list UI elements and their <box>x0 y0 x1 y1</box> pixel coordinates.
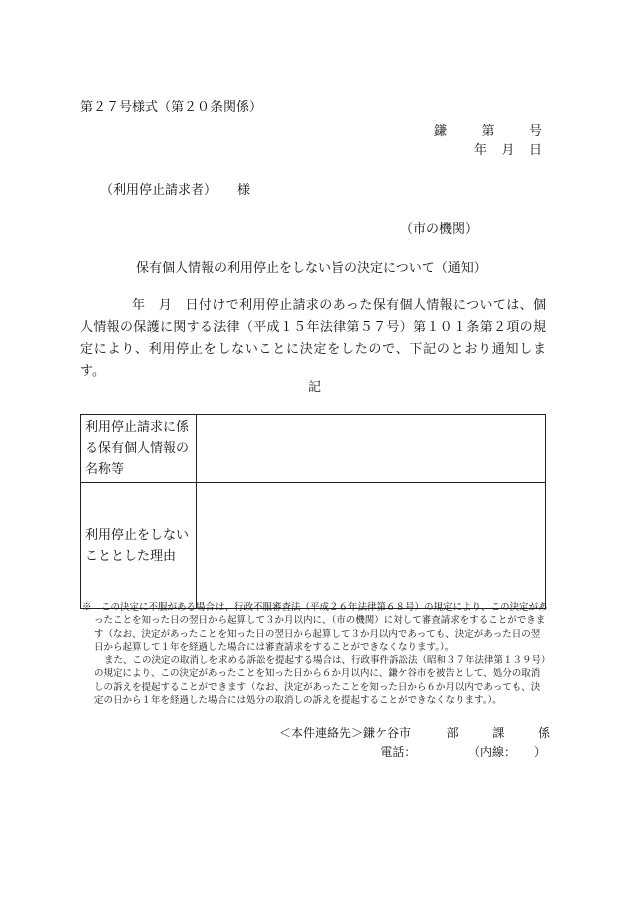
document-title: 保有個人情報の利用停止をしない旨の決定について（通知） <box>136 261 487 276</box>
sender: （市の機関） <box>400 222 479 237</box>
ref-prefix: 鎌 <box>434 124 448 139</box>
contact-label: ＜本件連絡先＞鎌ケ谷市 <box>278 726 411 740</box>
row1-label: 利用停止請求に係る保有個人情報の名称等 <box>81 415 197 483</box>
phone-label: 電話： <box>380 745 417 759</box>
note-appeal: ※ この決定に不服がある場合は、行政不服審査法（平成２６年法律第６８号）の規定により、この決定があったことを知った日の翌日から起算して３か月以内に、（市の機関）に対して審査請求をすることができます（なお、決定があったことを知った日の翌日から起算して３か月以内であっても、決定があった日の翌日から起算して１年を経過した場合には審査請求をすることができなくなります。）。 <box>82 602 548 653</box>
date-day: 日 <box>528 143 542 158</box>
notes <box>82 601 548 707</box>
ref-go: 号 <box>528 124 542 139</box>
form-number: 第２７号様式（第２０条関係） <box>80 100 263 115</box>
extension-label: （内線： ） <box>467 745 546 759</box>
table-row <box>81 415 546 483</box>
phone-line <box>380 743 546 760</box>
row1-value <box>197 415 546 483</box>
ki-heading: 記 <box>308 380 322 395</box>
contact-section: 課 <box>492 726 505 740</box>
issue-date <box>474 139 542 158</box>
table-row <box>81 483 546 609</box>
ref-dai: 第 <box>481 124 495 139</box>
reference-number <box>434 120 542 139</box>
addressee-name: （利用停止請求者） <box>100 183 218 198</box>
contact-dept: 部 <box>446 726 459 740</box>
addressee-suffix: 様 <box>237 183 251 198</box>
contact-unit: 係 <box>537 726 550 740</box>
body-text: 年 月 日付けで利用停止請求のあった保有個人情報については、個人情報の保護に関する法律（平成１５年法律第５７号）第１０１条第２項の規定により、利用停止をしないことに決定をしたので、下記のとおり通知します。 <box>80 298 546 379</box>
row2-value <box>197 483 546 609</box>
note-lawsuit: また、この決定の取消しを求める訴訟を提起する場合は、行政事件訴訟法（昭和３７年法律第１３９号）の規定により、この決定があったことを知った日から６か月以内に、鎌ケ谷市を被告として、処分の取消しの訴えを提起することができます（なお、決定があったことを知った日から６か月以内であっても、決定の日から１年を経過した場合には処分の取消しの訴えを提起することができなくなります。）。 <box>94 655 546 707</box>
info-table <box>80 414 546 609</box>
row2-label: 利用停止をしないこととした理由 <box>81 483 197 609</box>
date-year: 年 <box>474 143 488 158</box>
date-month: 月 <box>501 143 515 158</box>
contact-line <box>279 724 550 741</box>
addressee <box>100 179 250 198</box>
